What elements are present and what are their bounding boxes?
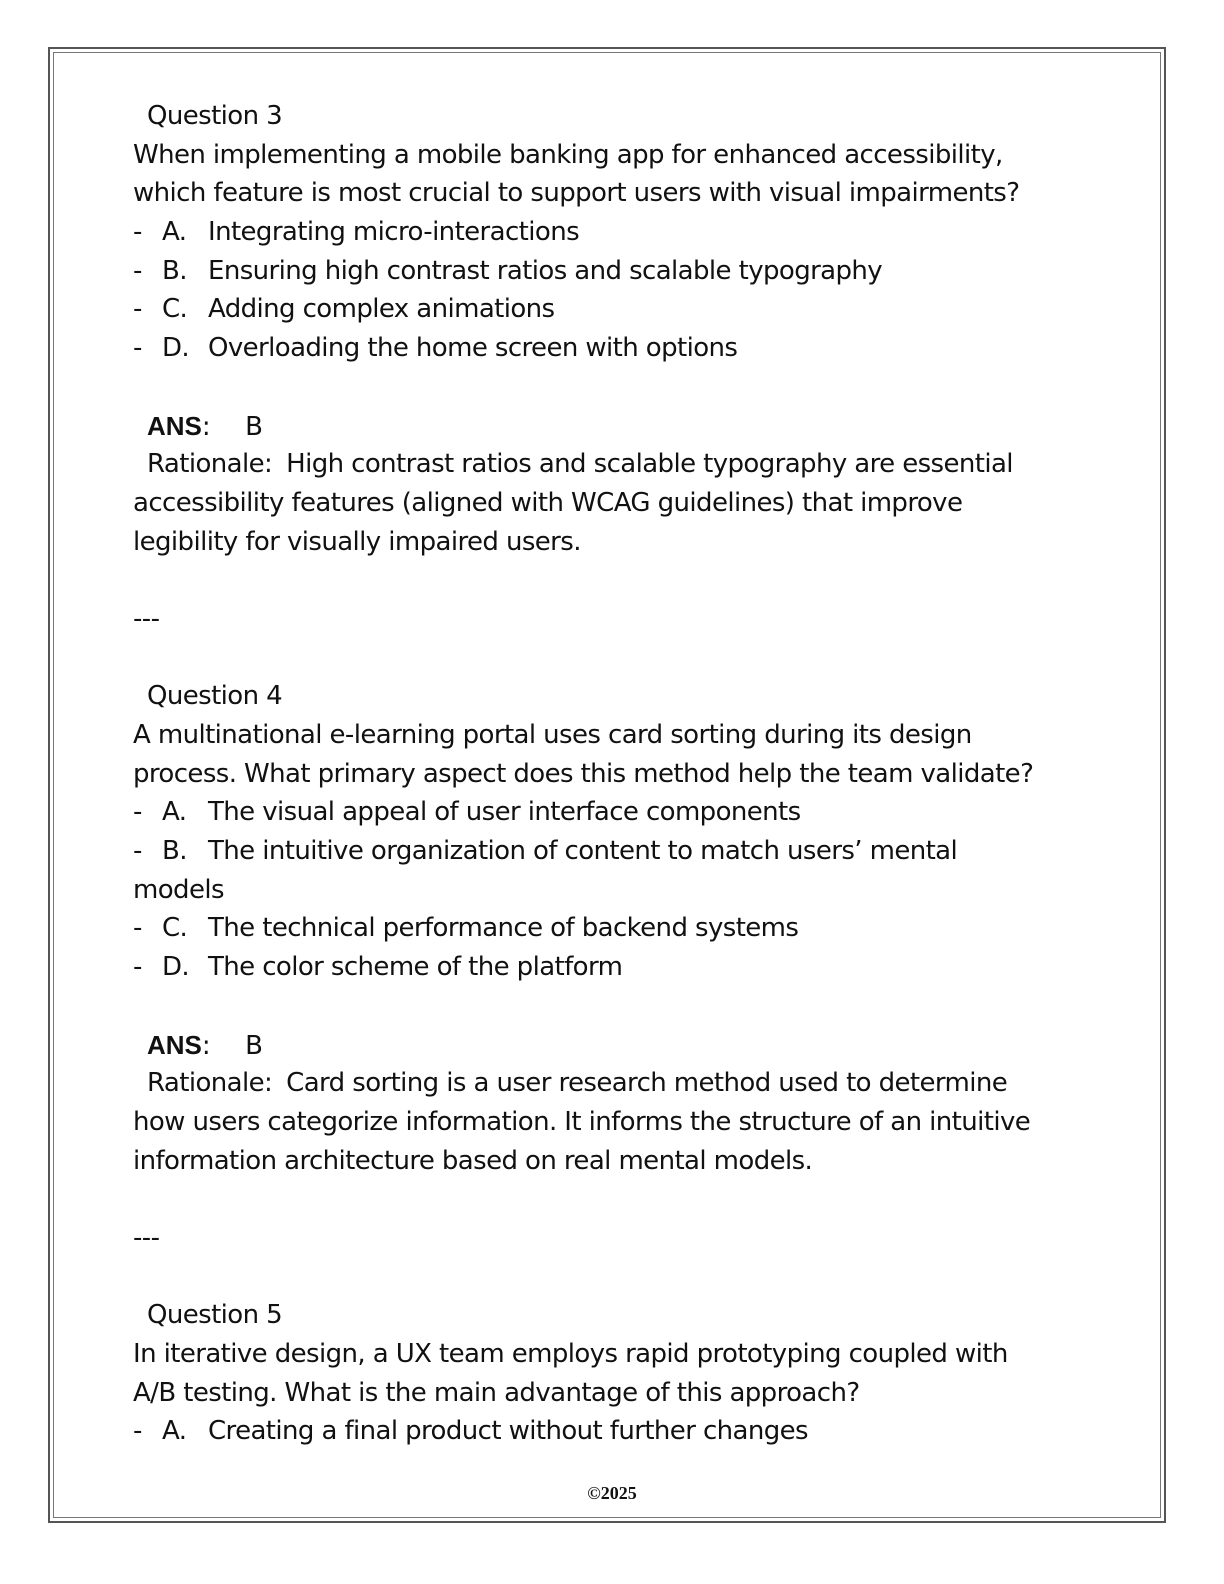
option-dash: - <box>133 913 142 944</box>
document-content <box>133 97 1093 1451</box>
option-dash: - <box>133 1416 142 1447</box>
question-stem-line: In iterative design, a UX team employs rapid prototyping coupled with <box>133 1339 1008 1369</box>
section-separator: --- <box>133 603 160 634</box>
option-text: The color scheme of the platform <box>208 952 623 983</box>
answer-colon: : <box>201 411 211 442</box>
question-heading: Question 5 <box>147 1300 283 1331</box>
option-c <box>133 909 1093 948</box>
question-stem-line: When implementing a mobile banking app for enhanced accessibility, <box>133 139 1003 170</box>
option-text: The intuitive organization of content to match users’ mental <box>208 836 958 867</box>
rationale-label: Rationale: <box>147 449 273 480</box>
answer-line <box>133 407 1093 446</box>
spacer <box>133 1258 1093 1297</box>
rationale-line <box>133 445 1093 484</box>
option-b-continuation: models <box>133 874 224 905</box>
option-text: Overloading the home screen with options <box>208 333 738 364</box>
option-dash: - <box>133 294 142 325</box>
option-dash: - <box>133 217 142 248</box>
option-d <box>133 329 1093 368</box>
option-text: The technical performance of backend systems <box>208 913 799 944</box>
rationale-text: information architecture based on real mental models. <box>133 1145 813 1176</box>
answer-label: ANS <box>147 410 202 441</box>
answer-value: B <box>245 411 263 442</box>
option-letter: A. <box>162 1416 187 1447</box>
spacer <box>133 368 1093 407</box>
spacer <box>133 639 1093 678</box>
option-a <box>133 213 1093 252</box>
option-text: Creating a final product without further changes <box>208 1416 808 1447</box>
option-text: The visual appeal of user interface components <box>208 797 801 828</box>
option-letter: C. <box>162 294 188 325</box>
question-4 <box>133 677 1093 1296</box>
answer-line <box>133 1026 1093 1065</box>
option-letter: A. <box>162 797 187 828</box>
question-5 <box>133 1296 1093 1451</box>
option-letter: C. <box>162 913 188 944</box>
option-dash: - <box>133 797 142 828</box>
option-text: Integrating micro-interactions <box>208 217 580 248</box>
option-a <box>133 793 1093 832</box>
option-text: Ensuring high contrast ratios and scalable typography <box>208 255 883 286</box>
copyright-footer: ©2025 <box>587 1483 637 1503</box>
rationale-text: legibility for visually impaired users. <box>133 526 581 557</box>
option-dash: - <box>133 255 142 286</box>
answer-value: B <box>245 1030 263 1061</box>
question-3 <box>133 97 1093 677</box>
option-text: Adding complex animations <box>208 294 555 325</box>
rationale-line <box>133 1064 1093 1103</box>
option-b <box>133 252 1093 291</box>
answer-label: ANS <box>147 1029 202 1060</box>
option-letter: D. <box>162 333 190 364</box>
question-heading: Question 3 <box>147 101 283 131</box>
rationale-text: Card sorting is a user research method used to determine <box>286 1068 1008 1099</box>
question-stem-line: which feature is most crucial to support users with visual impairments? <box>133 178 1020 209</box>
spacer <box>133 1180 1093 1219</box>
spacer <box>133 987 1093 1026</box>
option-dash: - <box>133 952 142 983</box>
option-letter: A. <box>162 217 187 248</box>
question-stem-line: A/B testing. What is the main advantage of this approach? <box>133 1377 860 1408</box>
option-letter: B. <box>162 255 187 286</box>
rationale-label: Rationale: <box>147 1068 273 1099</box>
question-stem-line: process. What primary aspect does this method help the team validate? <box>133 758 1034 789</box>
answer-colon: : <box>201 1030 211 1061</box>
spacer <box>133 561 1093 600</box>
rationale-text: accessibility features (aligned with WCAG guidelines) that improve <box>133 487 963 518</box>
option-dash: - <box>133 836 142 867</box>
rationale-text: how users categorize information. It informs the structure of an intuitive <box>133 1106 1031 1137</box>
option-a <box>133 1412 1093 1451</box>
option-c <box>133 290 1093 329</box>
rationale-text: High contrast ratios and scalable typography are essential <box>286 449 1013 480</box>
question-heading: Question 4 <box>147 681 283 712</box>
section-separator: --- <box>133 1222 160 1253</box>
option-b <box>133 832 1093 871</box>
question-stem-line: A multinational e-learning portal uses card sorting during its design <box>133 720 972 750</box>
option-d <box>133 948 1093 987</box>
option-letter: D. <box>162 952 190 983</box>
option-letter: B. <box>162 836 187 867</box>
option-dash: - <box>133 333 142 364</box>
